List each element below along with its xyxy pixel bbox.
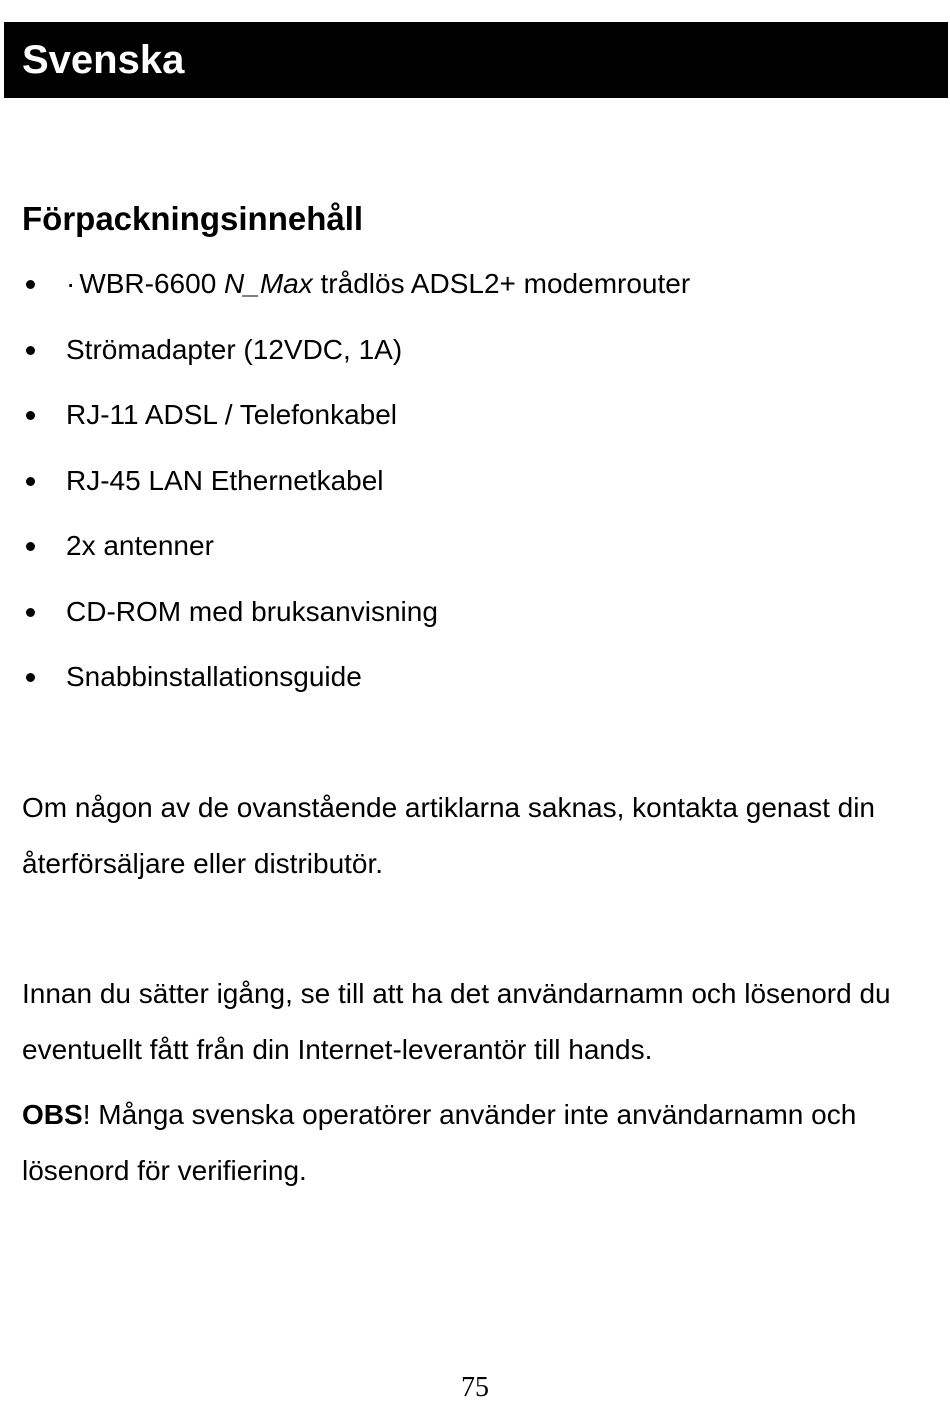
list-item-text: Snabbinstallationsguide bbox=[66, 661, 362, 692]
bullet-icon bbox=[26, 477, 35, 486]
language-header-bar bbox=[4, 22, 948, 98]
product-series: N_Max bbox=[224, 268, 313, 299]
language-title: Svenska bbox=[22, 38, 185, 82]
product-description: trådlös ADSL2+ modemrouter bbox=[312, 268, 691, 299]
bullet-icon bbox=[26, 673, 35, 682]
product-model: WBR-6600 bbox=[79, 268, 225, 299]
bullet-icon bbox=[26, 346, 35, 355]
list-item-text: 2x antenner bbox=[66, 530, 214, 561]
list-item-prefix: · bbox=[66, 268, 76, 299]
note-text: ! Många svenska operatörer använder inte användarnamn och lösenord för verifiering. bbox=[22, 1099, 857, 1186]
section-heading: Förpackningsinnehåll bbox=[22, 200, 364, 237]
bullet-icon bbox=[26, 608, 35, 617]
bullet-icon bbox=[26, 280, 35, 289]
page-number: 75 bbox=[461, 1372, 489, 1403]
list-item-text: Strömadapter (12VDC, 1A) bbox=[66, 333, 403, 365]
bullet-icon bbox=[26, 542, 35, 551]
bullet-icon bbox=[26, 411, 35, 420]
note-paragraph bbox=[22, 1087, 937, 1199]
list-item-text: CD-ROM med bruksanvisning bbox=[66, 595, 438, 627]
credentials-paragraph: Innan du sätter igång, se till att ha det användarnamn och lösenord du eventuellt fått från din Internet-leverantör till hands. bbox=[22, 978, 891, 1065]
list-item-text: RJ-11 ADSL / Telefonkabel bbox=[66, 399, 398, 430]
list-item-text bbox=[66, 262, 690, 306]
list-item-text: RJ-45 LAN Ethernetkabel bbox=[66, 464, 384, 496]
missing-items-paragraph: Om någon av de ovanstående artiklarna saknas, kontakta genast din återförsäljare eller distributör. bbox=[22, 792, 875, 879]
note-label: OBS bbox=[22, 1099, 83, 1130]
